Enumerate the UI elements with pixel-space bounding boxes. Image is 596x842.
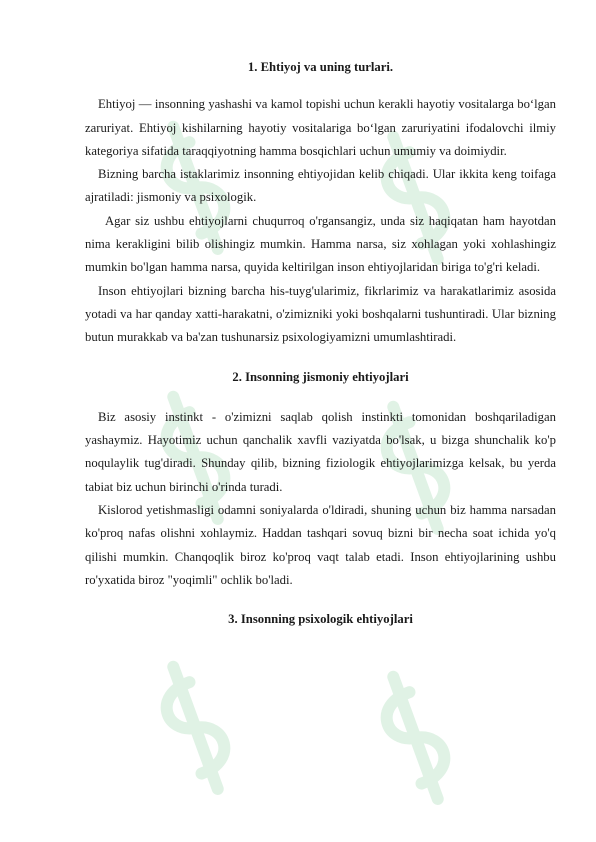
paragraph: Agar siz ushbu ehtiyojlarni chuqurroq o'rgansangiz, unda siz haqiqatan ham hayotdan nima kerakligini bilib olishingiz mumkin. Hamma narsa, siz xohlagan yoki xohlashingiz mumkin bo'lgan hamma narsa, quyida keltirilgan inson ehtiyojlaridan biriga to'g'ri keladi. [85, 213, 556, 275]
document-body [85, 56, 556, 632]
paragraph: Ehtiyoj — insonning yashashi va kamol topishi uchun kerakli hayotiy vositalarga bo‘lgan zaruriyat. Ehtiyoj kishilarning hayotiy vositalariga bo‘lgan zaruriyatini ifodalovchi ilmiy kategoriya sifatida taraqqiyotning hamma bosqichlari uchun umumiy va doimiydir. [85, 97, 556, 158]
section-heading: 2. Insonning jismoniy ehtiyojlari [232, 369, 409, 384]
paragraph: Biz asosiy instinkt - o'zimizni saqlab qolish instinkti tomonidan boshqariladigan yashaymiz. Hayotimiz uchun qanchalik xavfli vaziyatda bo'lsak, u bizga shunchalik ko'p noqulaylik tug'diradi. Shunday qilib, bizning fiziologik ehtiyojlarimizga kelsak, bu yerda tabiat biz uchun birinchi o'rinda turadi. [85, 409, 556, 494]
paragraph: Bizning barcha istaklarimiz insonning ehtiyojidan kelib chiqadi. Ular ikkita keng toifaga ajratiladi: jismoniy va psixologik. [85, 167, 556, 205]
section-heading: 1. Ehtiyoj va uning turlari. [247, 60, 394, 74]
paragraph: Inson ehtiyojlari bizning barcha his-tuyg'ularimiz, fikrlarimiz va harakatlarimiz asosida yotadi va har qanday xatti-harakatni, o'zimizniki yoki boshqalarni tushuntiradi. Ular bizning butun murakkab va ba'zan tushunarsiz psixologiyamizni umumlashtiradi. [85, 283, 556, 345]
section-heading: 3. Insonning psixologik ehtiyojlari [228, 612, 413, 627]
paragraph: Kislorod yetishmasligi odamni soniyalarda o'ldiradi, shuning uchun biz hamma narsadan ko'proq nafas olishni xohlaymiz. Haddan tashqari sovuq bizni bir necha soat ichida yo'q qilishi mumkin. Chanqoqlik biroz ko'proq vaqt talab etadi. Inson ehtiyojlarining ushbu ro'yxatida biroz "yoqimli" ochlik bo'ladi. [85, 503, 556, 587]
